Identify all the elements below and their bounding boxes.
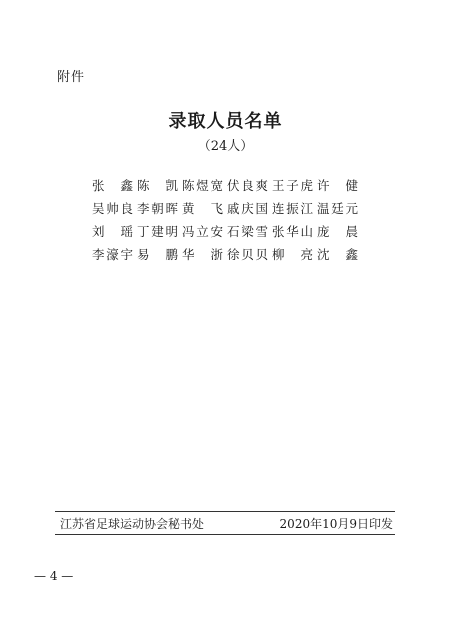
name-item: 易 鹏 [137, 247, 178, 262]
name-item: 许 健 [317, 178, 358, 193]
name-item: 王子虎 [272, 178, 313, 193]
issuing-organization: 江苏省足球运动协会秘书处 [60, 517, 205, 531]
name-item: 冯立安 [182, 224, 223, 239]
name-item: 沈 鑫 [317, 247, 358, 262]
document-subtitle: （24人） [197, 139, 254, 154]
issue-date: 2020年10月9日印发 [279, 517, 393, 531]
name-item: 丁建明 [137, 224, 178, 239]
name-item: 徐贝贝 [227, 247, 268, 262]
name-item: 伏良爽 [227, 178, 268, 193]
name-item: 李朝晖 [137, 201, 178, 216]
name-item: 吴帅良 [92, 201, 133, 216]
name-item: 柳 亮 [272, 247, 313, 262]
page-number: — 4 — [34, 569, 74, 583]
name-item: 连振江 [272, 201, 313, 216]
name-item: 陈煜宽 [182, 178, 223, 193]
name-list [92, 176, 362, 264]
name-item: 张 鑫 [92, 178, 133, 193]
name-item: 石梁雪 [227, 224, 268, 239]
footer-divider-top [55, 511, 395, 512]
name-item: 温廷元 [317, 201, 358, 216]
attachment-label: 附件 [57, 70, 86, 85]
name-item: 华 浙 [182, 247, 223, 262]
name-item: 黄 飞 [182, 201, 223, 216]
name-item: 李濠宇 [92, 247, 133, 262]
name-item: 戚庆国 [227, 201, 268, 216]
name-item: 庞 晨 [317, 224, 358, 239]
name-item: 陈 凯 [137, 178, 178, 193]
name-item: 张华山 [272, 224, 313, 239]
name-item: 刘 瑶 [92, 224, 133, 239]
document-title: 录取人员名单 [168, 111, 283, 132]
footer-divider-bottom [55, 534, 395, 535]
